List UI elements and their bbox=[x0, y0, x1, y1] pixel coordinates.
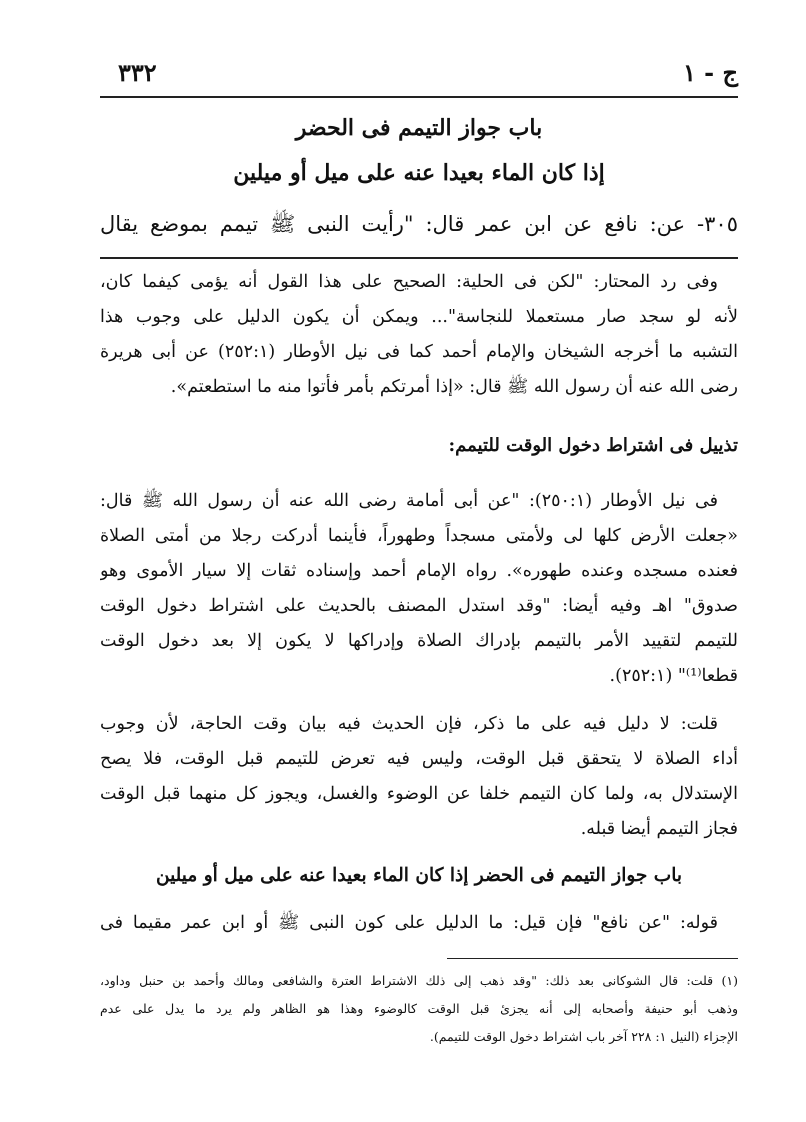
commentary-line: التشبه ما أخرجه الشيخان والإمام أحمد كما فى نيل الأوطار (٢٥٢:١) عن أبى هريرة bbox=[100, 342, 738, 362]
chapter-title: باب جواز التيمم فى الحضر bbox=[295, 115, 543, 141]
commentary-line: فعنده مسجده وعنده طهوره». رواه الإمام أحمد وإسناده ثقات إلا سيار الأموى وهو bbox=[100, 561, 738, 581]
footnote-line: (١) قلت: قال الشوكانى بعد ذلك: "وقد ذهب إلى ذلك الاشتراط العترة والشافعى ومالك وأحمد بن حنبل وداود، bbox=[100, 973, 738, 988]
footnote-line: وذهب أبو حنيفة وأصحابه إلى أنه يجزئ قبل الوقت كالوضوء وهذا هو الظاهر ولم يرد ما يدل على عدم bbox=[100, 1001, 738, 1016]
commentary-line: فجاز التيمم أيضا قبله. bbox=[580, 819, 738, 839]
page-number: ٣٣٢ bbox=[118, 58, 157, 87]
commentary-line: رضى الله عنه أن رسول الله ﷺ قال: «إذا أمرتكم بأمر فأتوا منه ما استطعتم». bbox=[170, 377, 738, 397]
commentary-line: للتيمم لتقييد الأمر بالتيمم بإدراك الصلاة وإدراكها لا يكون إلا بعد دخول الوقت bbox=[100, 631, 738, 651]
commentary-line: «جعلت الأرض كلها لى ولأمتى مسجداً وطهوراً، فأينما أدركت رجلا من أمتى الصلاة bbox=[100, 526, 738, 546]
commentary-line: وفى رد المحتار: "لكن فى الحلية: الصحيح على هذا القول أنه يؤمى كيفما كان، bbox=[100, 272, 718, 292]
footnote-line: الإجزاء (النيل ١: ٢٢٨ آخر باب اشتراط دخول الوقت للتيمم). bbox=[429, 1029, 738, 1044]
text-commentary-divider bbox=[100, 257, 738, 259]
commentary-line: أداء الصلاة لا يتحقق قبل الوقت، وليس فيه تعرض للتيمم قبل الوقت، فلا يصح bbox=[100, 749, 738, 769]
chapter-subtitle: إذا كان الماء بعيدا عنه على ميل أو ميلين bbox=[233, 160, 605, 186]
volume-label: ج - ١ bbox=[682, 58, 738, 87]
appendix-heading: تذييل فى اشتراط دخول الوقت للتيمم: bbox=[448, 435, 738, 456]
commentary-line: فى نيل الأوطار (٢٥٠:١): "عن أبى أمامة رضى الله عنه أن رسول الله ﷺ قال: bbox=[100, 491, 718, 511]
commentary-line: قطعا⁽¹⁾" (٢٥٢:١). bbox=[609, 666, 738, 686]
commentary-line: لأنه لو سجد صار مستعملا للنجاسة"... ويمكن أن يكون الدليل على وجوب هذا bbox=[100, 307, 738, 327]
page-header bbox=[100, 58, 738, 94]
section-heading: باب جواز التيمم فى الحضر إذا كان الماء بعيدا عنه على ميل أو ميلين bbox=[155, 865, 683, 886]
footnote-rule bbox=[447, 958, 738, 959]
commentary-line: قلت: لا دليل فيه على ما ذكر، فإن الحديث فيه بيان وقت الحاجة، لأن وجوب bbox=[100, 714, 718, 734]
commentary-line: الإستدلال به، ولما كان التيمم خلفا عن الوضوء والغسل، ويجوز كل منهما قبل الوقت bbox=[100, 784, 738, 804]
commentary-line: قوله: "عن نافع" فإن قيل: ما الدليل على كون النبى ﷺ أو ابن عمر مقيما فى bbox=[100, 913, 718, 933]
header-rule bbox=[100, 96, 738, 98]
commentary-line: صدوق" اهـ وفيه أيضا: "وقد استدل المصنف بالحديث على اشتراط دخول الوقت bbox=[100, 596, 738, 616]
hadith-text: ٣٠٥- عن: نافع عن ابن عمر قال: "رأيت النبى ﷺ تيمم بموضع يقال bbox=[100, 212, 738, 236]
